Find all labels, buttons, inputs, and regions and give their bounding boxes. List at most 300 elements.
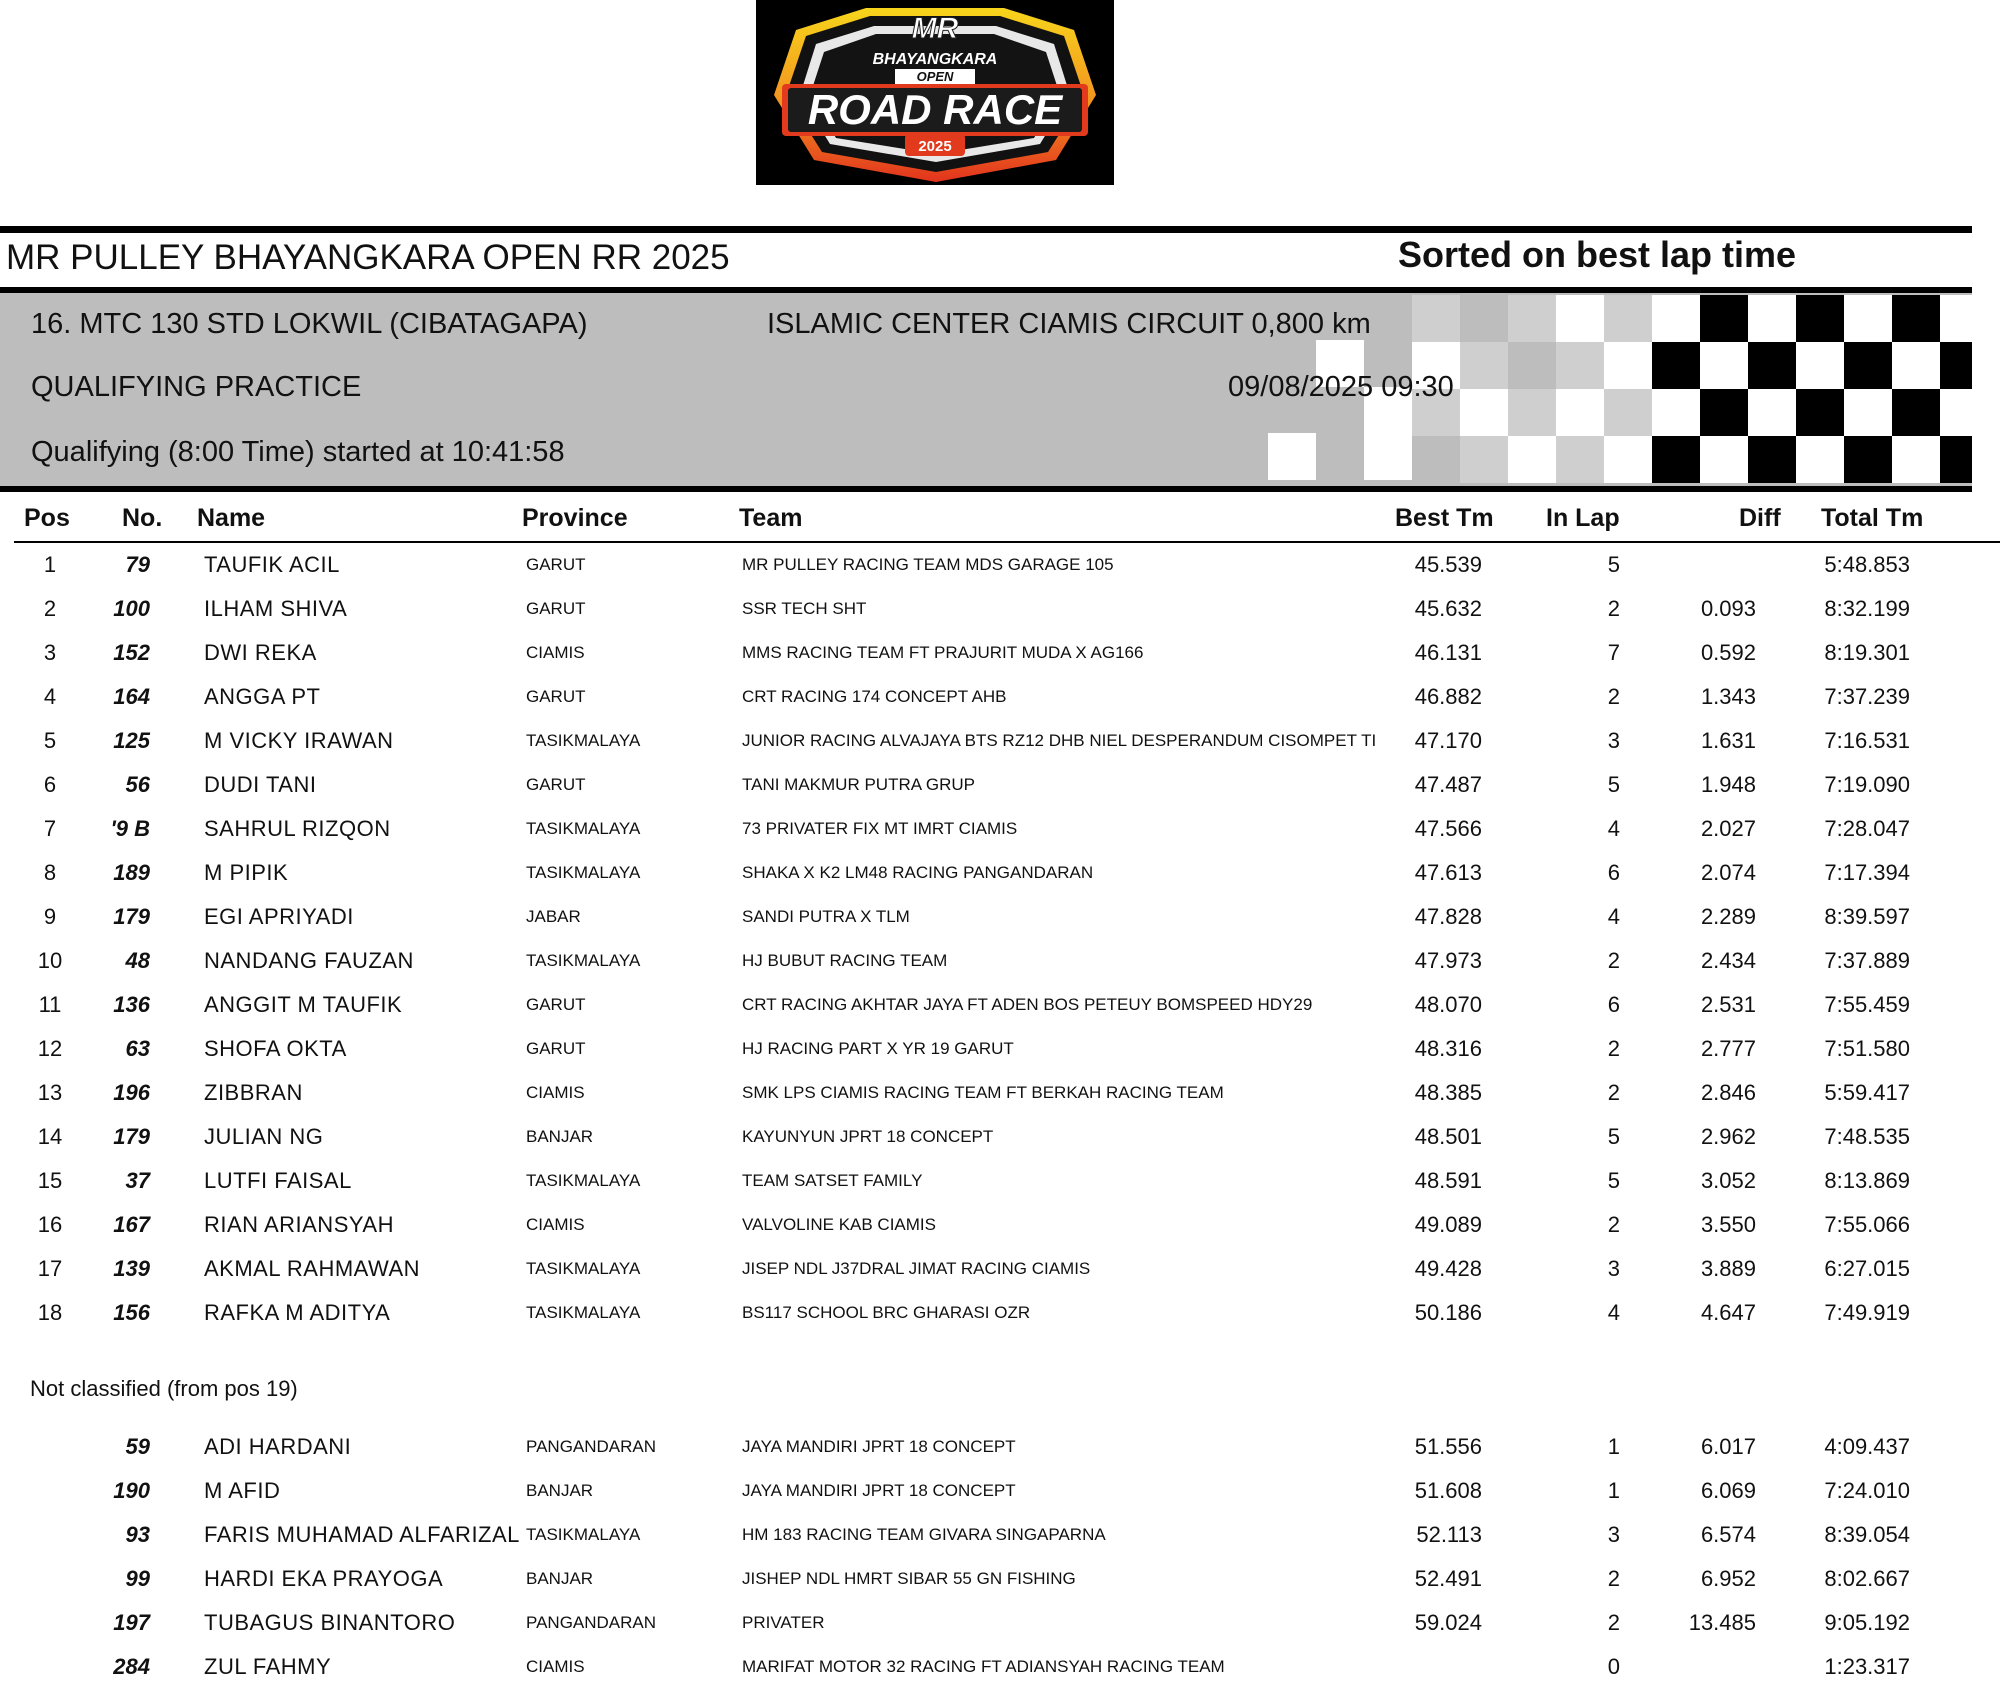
cell-team: SHAKA X K2 LM48 RACING PANGANDARAN: [742, 863, 1094, 882]
checker-cell: [1604, 436, 1652, 483]
cell-province: TASIKMALAYA: [526, 819, 641, 838]
cell-best: 49.089: [1414, 1212, 1482, 1237]
cell-inlap: 3: [1607, 728, 1620, 753]
cell-province: BANJAR: [526, 1569, 594, 1588]
cell-pos: 1: [43, 552, 57, 577]
cell-pos: 15: [37, 1168, 63, 1193]
checker-cell: [1364, 433, 1412, 480]
table-row: [0, 1473, 2000, 1513]
cell-pos: 5: [43, 728, 57, 753]
checker-cell: [1604, 295, 1652, 342]
cell-total: 9:05.192: [1824, 1610, 1910, 1635]
cell-no: 56: [125, 772, 150, 797]
cell-diff: 4.647: [1700, 1300, 1756, 1325]
cell-total: 7:37.239: [1824, 684, 1910, 709]
checker-cell: [1748, 295, 1796, 342]
cell-province: GARUT: [526, 1039, 586, 1058]
cell-best: 59.024: [1414, 1610, 1482, 1635]
table-row: [0, 723, 2000, 763]
cell-inlap: 6: [1607, 860, 1620, 885]
table-row: [0, 1251, 2000, 1291]
cell-name: M VICKY IRAWAN: [204, 728, 394, 753]
svg-text:BHAYANGKARA: BHAYANGKARA: [872, 51, 998, 68]
checker-cell: [1556, 389, 1604, 436]
cell-team: MARIFAT MOTOR 32 RACING FT ADIANSYAH RACING TEAM: [742, 1657, 1225, 1676]
cell-best: 46.131: [1414, 640, 1482, 665]
col-pos: Pos: [24, 504, 70, 532]
cell-pos: 13: [37, 1080, 63, 1105]
class-name: 16. MTC 130 STD LOKWIL (CIBATAGAPA): [31, 308, 588, 340]
cell-no: 139: [113, 1256, 150, 1281]
table-row: [0, 635, 2000, 675]
cell-name: ADI HARDANI: [204, 1434, 352, 1459]
cell-province: GARUT: [526, 995, 586, 1014]
cell-name: ANGGA PT: [204, 684, 321, 709]
cell-total: 7:28.047: [1824, 816, 1910, 841]
cell-province: TASIKMALAYA: [526, 1171, 641, 1190]
cell-team: PRIVATER: [742, 1613, 825, 1632]
cell-diff: 3.052: [1700, 1168, 1756, 1193]
cell-inlap: 1: [1607, 1478, 1620, 1503]
table-row: [0, 1295, 2000, 1335]
cell-team: SANDI PUTRA X TLM: [742, 907, 910, 926]
cell-name: FARIS MUHAMAD ALFARIZAL: [204, 1522, 520, 1547]
col-team: Team: [739, 504, 803, 532]
cell-diff: 1.343: [1700, 684, 1756, 709]
cell-diff: 2.289: [1700, 904, 1756, 929]
table-row: [0, 1649, 2000, 1689]
checker-cell: [1748, 389, 1796, 436]
cell-diff: 3.550: [1700, 1212, 1756, 1237]
table-row: [0, 899, 2000, 939]
checker-cell: [1700, 389, 1748, 436]
cell-no: 63: [125, 1036, 150, 1061]
cell-pos: 12: [37, 1036, 63, 1061]
cell-pos: 3: [43, 640, 57, 665]
col-diff: Diff: [1739, 504, 1781, 532]
cell-name: AKMAL RAHMAWAN: [204, 1256, 421, 1281]
session-name: QUALIFYING PRACTICE: [31, 371, 362, 403]
event-logo: [756, 0, 1114, 185]
cell-province: TASIKMALAYA: [526, 1259, 641, 1278]
cell-team: CRT RACING AKHTAR JAYA FT ADEN BOS PETEUY BOMSPEED HDY29: [742, 995, 1313, 1014]
checker-cell: [1940, 436, 1972, 483]
cell-no: 167: [113, 1212, 150, 1237]
cell-pos: 11: [38, 992, 62, 1017]
cell-inlap: 3: [1607, 1522, 1620, 1547]
checker-cell: [1508, 342, 1556, 389]
cell-province: BANJAR: [526, 1481, 594, 1500]
cell-best: 47.828: [1414, 904, 1482, 929]
table-row: [0, 855, 2000, 895]
checker-cell: [1796, 389, 1844, 436]
checker-cell: [1892, 389, 1940, 436]
cell-total: 8:39.054: [1824, 1522, 1910, 1547]
cell-team: MR PULLEY RACING TEAM MDS GARAGE 105: [742, 555, 1114, 574]
cell-diff: 1.948: [1700, 772, 1756, 797]
cell-team: SSR TECH SHT: [742, 599, 867, 618]
cell-no: 136: [113, 992, 150, 1017]
cell-no: 179: [113, 904, 150, 929]
cell-inlap: 2: [1607, 596, 1620, 621]
checker-cell: [1796, 436, 1844, 483]
cell-team: MMS RACING TEAM FT PRAJURIT MUDA X AG166: [742, 643, 1144, 662]
cell-province: PANGANDARAN: [526, 1437, 657, 1456]
cell-team: JUNIOR RACING ALVAJAYA BTS RZ12 DHB NIEL DESPERANDUM CISOMPET TI: [742, 731, 1377, 750]
checker-cell: [1748, 342, 1796, 389]
cell-pos: 2: [43, 596, 57, 621]
table-row: [0, 1119, 2000, 1159]
cell-team: HM 183 RACING TEAM GIVARA SINGAPARNA: [742, 1525, 1106, 1544]
cell-team: JAYA MANDIRI JPRT 18 CONCEPT: [742, 1481, 1016, 1500]
cell-pos: 4: [43, 684, 57, 709]
cell-total: 7:55.066: [1824, 1212, 1910, 1237]
cell-total: 7:49.919: [1824, 1300, 1910, 1325]
cell-no: 59: [125, 1434, 150, 1459]
cell-team: SMK LPS CIAMIS RACING TEAM FT BERKAH RACING TEAM: [742, 1083, 1224, 1102]
cell-no: 196: [113, 1080, 150, 1105]
cell-name: LUTFI FAISAL: [204, 1168, 352, 1193]
cell-province: CIAMIS: [526, 1657, 585, 1676]
cell-name: SHOFA OKTA: [204, 1036, 347, 1061]
cell-no: 152: [113, 640, 150, 665]
cell-best: 50.186: [1414, 1300, 1482, 1325]
cell-best: 48.316: [1414, 1036, 1482, 1061]
col-best: Best Tm: [1395, 504, 1494, 532]
checker-cell: [1892, 295, 1940, 342]
checker-cell: [1700, 295, 1748, 342]
checker-cell: [1844, 389, 1892, 436]
road-race-logo-icon: [756, 0, 1114, 185]
cell-team: JISEP NDL J37DRAL JIMAT RACING CIAMIS: [742, 1259, 1091, 1278]
cell-diff: 6.574: [1700, 1522, 1756, 1547]
cell-best: 47.487: [1414, 772, 1482, 797]
cell-diff: 0.592: [1700, 640, 1756, 665]
cell-team: CRT RACING 174 CONCEPT AHB: [742, 687, 1007, 706]
checker-cell: [1460, 389, 1508, 436]
checker-cell: [1508, 295, 1556, 342]
cell-total: 5:59.417: [1824, 1080, 1910, 1105]
checker-cell: [1652, 436, 1700, 483]
cell-pos: 14: [37, 1124, 63, 1149]
svg-text:OPEN: OPEN: [916, 69, 954, 84]
table-header-rule: [14, 541, 2000, 543]
cell-inlap: 5: [1607, 772, 1620, 797]
cell-team: BS117 SCHOOL BRC GHARASI OZR: [742, 1303, 1031, 1322]
cell-province: TASIKMALAYA: [526, 1525, 641, 1544]
circuit-name: ISLAMIC CENTER CIAMIS CIRCUIT 0,800 km: [767, 308, 1371, 340]
cell-diff: 3.889: [1700, 1256, 1756, 1281]
cell-no: 190: [113, 1478, 150, 1503]
cell-total: 8:02.667: [1824, 1566, 1910, 1591]
cell-name: ZUL FAHMY: [204, 1654, 332, 1679]
session-datetime: 09/08/2025 09:30: [1228, 371, 1454, 403]
cell-best: 51.556: [1414, 1434, 1482, 1459]
cell-pos: 17: [37, 1256, 63, 1281]
cell-inlap: 5: [1607, 552, 1620, 577]
cell-province: GARUT: [526, 599, 586, 618]
checker-cell: [1460, 342, 1508, 389]
cell-best: 49.428: [1414, 1256, 1482, 1281]
table-row: [0, 1561, 2000, 1601]
cell-best: 48.591: [1414, 1168, 1482, 1193]
cell-no: 99: [125, 1566, 150, 1591]
cell-diff: 2.777: [1700, 1036, 1756, 1061]
table-row: [0, 1429, 2000, 1469]
checker-cell: [1748, 436, 1796, 483]
cell-diff: 2.434: [1700, 948, 1756, 973]
cell-diff: 6.952: [1700, 1566, 1756, 1591]
cell-diff: 2.962: [1700, 1124, 1756, 1149]
cell-province: JABAR: [526, 907, 581, 926]
cell-name: TAUFIK ACIL: [204, 552, 340, 577]
cell-best: 51.608: [1414, 1478, 1482, 1503]
cell-no: 156: [113, 1300, 150, 1325]
cell-pos: 9: [43, 904, 57, 929]
cell-province: GARUT: [526, 775, 586, 794]
cell-team: TEAM SATSET FAMILY: [742, 1171, 923, 1190]
cell-total: 7:16.531: [1824, 728, 1910, 753]
cell-diff: 0.093: [1700, 596, 1756, 621]
cell-inlap: 5: [1607, 1168, 1620, 1193]
cell-best: 52.113: [1416, 1522, 1482, 1547]
col-province: Province: [522, 504, 628, 532]
cell-total: 7:55.459: [1824, 992, 1910, 1017]
cell-total: 5:48.853: [1824, 552, 1910, 577]
cell-inlap: 4: [1607, 1300, 1620, 1325]
cell-diff: 2.846: [1700, 1080, 1756, 1105]
cell-no: 48: [125, 948, 150, 973]
cell-name: RIAN ARIANSYAH: [204, 1212, 394, 1237]
cell-team: JISHEP NDL HMRT SIBAR 55 GN FISHING: [742, 1569, 1076, 1588]
cell-no: 93: [125, 1522, 150, 1547]
cell-inlap: 4: [1607, 904, 1620, 929]
cell-pos: 7: [43, 816, 57, 841]
checker-cell: [1940, 295, 1972, 342]
checker-cell: [1844, 295, 1892, 342]
checker-cell: [1892, 436, 1940, 483]
checker-cell: [1700, 342, 1748, 389]
cell-team: HJ BUBUT RACING TEAM: [742, 951, 948, 970]
cell-province: GARUT: [526, 687, 586, 706]
checker-cell: [1940, 389, 1972, 436]
cell-pos: 6: [43, 772, 57, 797]
cell-province: TASIKMALAYA: [526, 951, 641, 970]
table-row: [0, 1163, 2000, 1203]
checker-cell: [1796, 342, 1844, 389]
checker-cell: [1844, 342, 1892, 389]
cell-no: 284: [113, 1654, 150, 1679]
cell-name: NANDANG FAUZAN: [204, 948, 414, 973]
cell-pos: 16: [37, 1212, 63, 1237]
header-bottom-rule: [0, 486, 1972, 492]
cell-province: GARUT: [526, 555, 586, 574]
cell-best: 48.501: [1414, 1124, 1482, 1149]
cell-diff: 2.027: [1700, 816, 1756, 841]
cell-diff: 2.531: [1700, 992, 1756, 1017]
event-title: MR PULLEY BHAYANGKARA OPEN RR 2025: [6, 238, 730, 277]
session-info-band: [0, 293, 1972, 486]
cell-name: ANGGIT M TAUFIK: [204, 992, 403, 1017]
cell-team: JAYA MANDIRI JPRT 18 CONCEPT: [742, 1437, 1016, 1456]
cell-best: 48.070: [1414, 992, 1482, 1017]
cell-province: PANGANDARAN: [526, 1613, 657, 1632]
cell-diff: 6.069: [1700, 1478, 1756, 1503]
cell-inlap: 2: [1607, 1610, 1620, 1635]
cell-no: 100: [113, 596, 150, 621]
cell-best: 48.385: [1414, 1080, 1482, 1105]
checker-cell: [1604, 342, 1652, 389]
cell-best: 47.170: [1414, 728, 1482, 753]
cell-inlap: 0: [1607, 1654, 1620, 1679]
cell-name: JULIAN NG: [204, 1124, 324, 1149]
cell-total: 7:17.394: [1824, 860, 1910, 885]
cell-total: 1:23.317: [1824, 1654, 1910, 1679]
checker-cell: [1652, 389, 1700, 436]
cell-inlap: 2: [1607, 1566, 1620, 1591]
checker-cell: [1556, 436, 1604, 483]
col-total: Total Tm: [1821, 504, 1924, 532]
cell-inlap: 2: [1607, 1080, 1620, 1105]
checker-cell: [1652, 342, 1700, 389]
cell-pos: 18: [37, 1300, 63, 1325]
cell-no: 179: [113, 1124, 150, 1149]
checker-cell: [1556, 342, 1604, 389]
cell-diff: 13.485: [1688, 1610, 1756, 1635]
table-row: [0, 679, 2000, 719]
cell-total: 7:48.535: [1824, 1124, 1910, 1149]
cell-name: DWI REKA: [204, 640, 317, 665]
cell-province: TASIKMALAYA: [526, 1303, 641, 1322]
cell-inlap: 4: [1607, 816, 1620, 841]
cell-best: 47.566: [1414, 816, 1482, 841]
cell-no: 125: [113, 728, 150, 753]
svg-text:ROAD RACE: ROAD RACE: [807, 86, 1063, 133]
cell-inlap: 2: [1607, 1212, 1620, 1237]
table-row: [0, 943, 2000, 983]
cell-no: 189: [113, 860, 150, 885]
cell-diff: 6.017: [1700, 1434, 1756, 1459]
checker-cell: [1268, 433, 1316, 480]
cell-name: DUDI TANI: [204, 772, 317, 797]
cell-total: 7:19.090: [1824, 772, 1910, 797]
cell-no: '9 B: [110, 816, 150, 841]
cell-province: CIAMIS: [526, 1215, 585, 1234]
table-row: [0, 1605, 2000, 1645]
cell-total: 7:37.889: [1824, 948, 1910, 973]
checker-cell: [1844, 436, 1892, 483]
checker-cell: [1892, 342, 1940, 389]
checker-cell: [1508, 436, 1556, 483]
cell-team: KAYUNYUN JPRT 18 CONCEPT: [742, 1127, 994, 1146]
checker-cell: [1556, 295, 1604, 342]
cell-total: 6:27.015: [1824, 1256, 1910, 1281]
cell-name: ZIBBRAN: [204, 1080, 303, 1105]
cell-inlap: 2: [1607, 1036, 1620, 1061]
checker-cell: [1460, 295, 1508, 342]
cell-best: 45.632: [1414, 596, 1482, 621]
cell-no: 164: [113, 684, 150, 709]
cell-name: HARDI EKA PRAYOGA: [204, 1566, 444, 1591]
checker-cell: [1460, 436, 1508, 483]
cell-best: 47.973: [1414, 948, 1482, 973]
cell-team: VALVOLINE KAB CIAMIS: [742, 1215, 936, 1234]
cell-inlap: 1: [1607, 1434, 1620, 1459]
cell-best: 52.491: [1414, 1566, 1482, 1591]
results-table-header: [0, 504, 2000, 538]
cell-province: TASIKMALAYA: [526, 731, 641, 750]
svg-text:2025: 2025: [918, 138, 952, 155]
col-name: Name: [197, 504, 266, 532]
cell-name: M PIPIK: [204, 860, 289, 885]
cell-total: 7:24.010: [1824, 1478, 1910, 1503]
cell-inlap: 7: [1607, 640, 1620, 665]
table-row: [0, 811, 2000, 851]
cell-team: HJ RACING PART X YR 19 GARUT: [742, 1039, 1014, 1058]
cell-province: CIAMIS: [526, 1083, 585, 1102]
cell-best: 47.613: [1414, 860, 1482, 885]
table-row: [0, 1075, 2000, 1115]
checker-cell: [1940, 342, 1972, 389]
checker-cell: [1796, 295, 1844, 342]
cell-total: 8:19.301: [1824, 640, 1910, 665]
cell-no: 79: [125, 552, 150, 577]
table-row: [0, 1031, 2000, 1071]
cell-province: TASIKMALAYA: [526, 863, 641, 882]
cell-pos: 8: [43, 860, 57, 885]
cell-total: 4:09.437: [1824, 1434, 1910, 1459]
svg-text:MR: MR: [911, 12, 959, 45]
session-start: Qualifying (8:00 Time) started at 10:41:58: [31, 436, 565, 468]
cell-name: SAHRUL RIZQON: [204, 816, 391, 841]
cell-name: TUBAGUS BINANTORO: [204, 1610, 456, 1635]
cell-name: M AFID: [204, 1478, 281, 1503]
cell-total: 7:51.580: [1824, 1036, 1910, 1061]
col-no: No.: [122, 504, 163, 532]
cell-total: 8:39.597: [1824, 904, 1910, 929]
cell-inlap: 6: [1607, 992, 1620, 1017]
table-row: [0, 1207, 2000, 1247]
table-row: [0, 591, 2000, 631]
table-row: [0, 1517, 2000, 1557]
cell-total: 8:13.869: [1824, 1168, 1910, 1193]
cell-name: ILHAM SHIVA: [204, 596, 348, 621]
cell-no: 37: [125, 1168, 150, 1193]
checker-cell: [1412, 295, 1460, 342]
cell-name: EGI APRIYADI: [204, 904, 354, 929]
table-row: [0, 547, 2000, 587]
table-row: [0, 767, 2000, 807]
cell-pos: 10: [37, 948, 63, 973]
cell-province: BANJAR: [526, 1127, 594, 1146]
cell-team: TANI MAKMUR PUTRA GRUP: [742, 775, 975, 794]
cell-diff: 1.631: [1700, 728, 1756, 753]
sort-note: Sorted on best lap time: [1398, 234, 1797, 275]
cell-best: 46.882: [1414, 684, 1482, 709]
cell-best: 45.539: [1414, 552, 1482, 577]
checker-cell: [1412, 436, 1460, 483]
cell-inlap: 2: [1607, 948, 1620, 973]
cell-name: RAFKA M ADITYA: [204, 1300, 391, 1325]
checker-cell: [1508, 389, 1556, 436]
checker-cell: [1652, 295, 1700, 342]
cell-inlap: 3: [1607, 1256, 1620, 1281]
cell-diff: 2.074: [1700, 860, 1756, 885]
checker-cell: [1700, 436, 1748, 483]
cell-inlap: 2: [1607, 684, 1620, 709]
not-classified-label: Not classified (from pos 19): [30, 1376, 298, 1401]
cell-total: 8:32.199: [1824, 596, 1910, 621]
